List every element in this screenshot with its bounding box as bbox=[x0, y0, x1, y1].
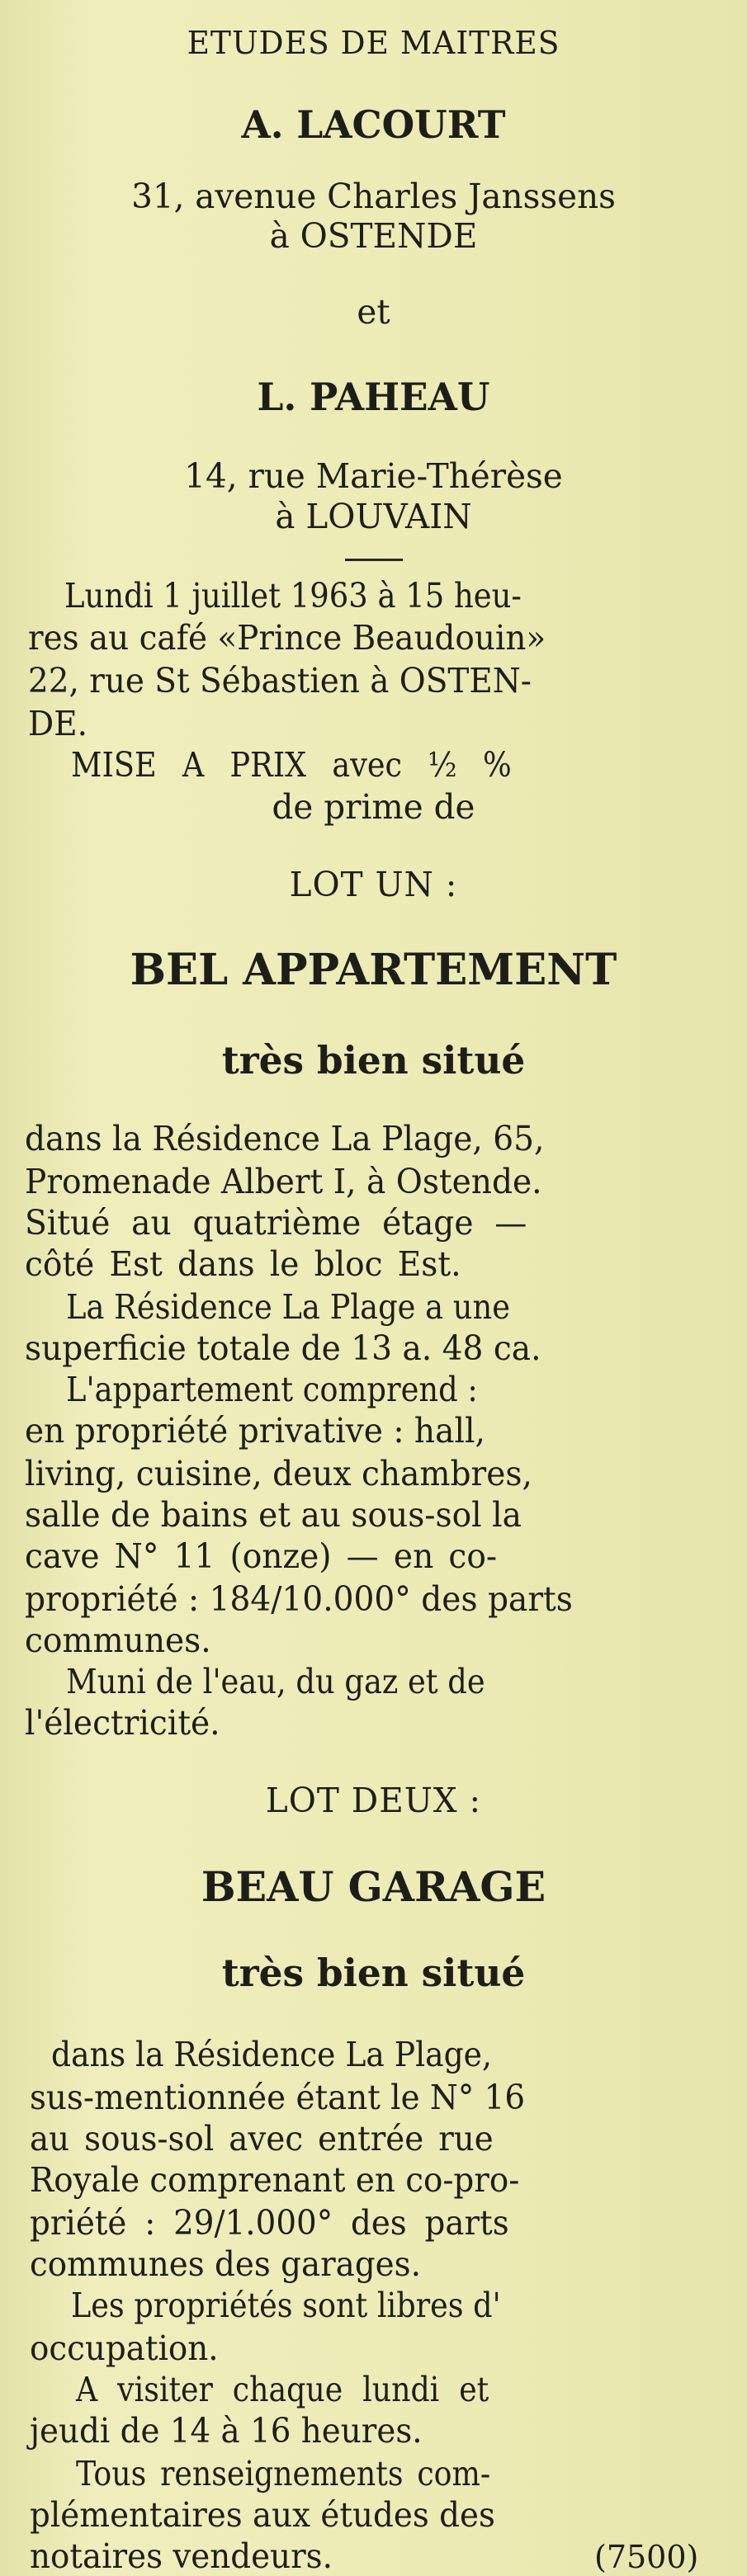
lot-text-line: communes des garages. bbox=[30, 2244, 421, 2284]
lot-heading: LOT UN : bbox=[289, 865, 458, 904]
lot-text-line: La Résidence La Plage a une bbox=[66, 1287, 511, 1327]
lot-text-line: priété : 29/1.000° des parts bbox=[30, 2203, 509, 2243]
lot-text-line: Situé au quatrième étage — bbox=[25, 1203, 527, 1243]
sale-text-line: DE. bbox=[28, 704, 87, 743]
lot-text-line: Les propriétés sont libres d' bbox=[71, 2286, 501, 2325]
lot-title: BEL APPARTEMENT bbox=[130, 945, 617, 995]
lot-text-line: Muni de l'eau, du gaz et de bbox=[66, 1662, 485, 1701]
reference-number: (7500) bbox=[594, 2539, 699, 2575]
lot-heading: LOT DEUX : bbox=[265, 1781, 482, 1820]
lot-text-line: dans la Résidence La Plage, 65, bbox=[25, 1119, 545, 1158]
lot-text-line: jeudi de 14 à 16 heures. bbox=[30, 2411, 423, 2451]
lot-text-line: dans la Résidence La Plage, bbox=[51, 2035, 492, 2074]
lot-subtitle: très bien situé bbox=[221, 1038, 526, 1083]
lot-text-line: superficie totale de 13 a. 48 ca. bbox=[25, 1328, 541, 1368]
notary-name: A. LACOURT bbox=[241, 102, 506, 147]
sale-text-line: de prime de bbox=[272, 787, 475, 827]
sale-text-line: Lundi 1 juillet 1963 à 15 heu- bbox=[64, 576, 522, 616]
sale-text-line: MISE A PRIX avec ½ % bbox=[71, 745, 512, 785]
lot-subtitle: très bien situé bbox=[221, 1951, 526, 1995]
lot-text-line: living, cuisine, deux chambres, bbox=[25, 1454, 532, 1493]
lot-text-line: Promenade Albert I, à Ostende. bbox=[25, 1162, 542, 1201]
notice-heading: ETUDES DE MAITRES bbox=[187, 25, 560, 61]
lot-title: BEAU GARAGE bbox=[201, 1862, 546, 1911]
lot-text-line: notaires vendeurs. bbox=[30, 2536, 333, 2576]
divider-rule bbox=[345, 559, 403, 561]
lot-text-line: communes. bbox=[25, 1621, 211, 1660]
lot-text-line: l'électricité. bbox=[25, 1703, 220, 1743]
lot-text-line: salle de bains et au sous-sol la bbox=[25, 1495, 522, 1535]
conjunction-text: et bbox=[357, 292, 390, 332]
lot-text-line: sus-mentionnée étant le N° 16 bbox=[30, 2078, 526, 2117]
lot-text-line: côté Est dans le bloc Est. bbox=[25, 1244, 461, 1284]
sale-text-line: res au café «Prince Beaudouin» bbox=[28, 618, 546, 658]
lot-text-line: L'appartement comprend : bbox=[66, 1370, 478, 1409]
notary-name: L. PAHEAU bbox=[257, 375, 490, 419]
lot-text-line: en propriété privative : hall, bbox=[25, 1411, 485, 1451]
lot-text-line: occupation. bbox=[30, 2328, 219, 2368]
notary-address-city: à LOUVAIN bbox=[275, 497, 472, 536]
notary-address-line: 14, rue Marie-Thérèse bbox=[184, 456, 563, 496]
lot-text-line: propriété : 184/10.000° des parts bbox=[25, 1579, 573, 1619]
lot-text-line: Tous renseignements com- bbox=[76, 2454, 491, 2493]
lot-text-line: A visiter chaque lundi et bbox=[76, 2370, 489, 2409]
notary-address-city: à OSTENDE bbox=[269, 216, 478, 256]
notary-address-line: 31, avenue Charles Janssens bbox=[131, 177, 616, 216]
lot-text-line: Royale comprenant en co-pro- bbox=[30, 2160, 520, 2200]
lot-text-line: au sous-sol avec entrée rue bbox=[30, 2119, 494, 2158]
sale-text-line: 22, rue St Sébastien à OSTEN- bbox=[28, 661, 532, 701]
lot-text-line: cave N° 11 (onze) — en co- bbox=[25, 1536, 498, 1576]
lot-text-line: plémentaires aux études des bbox=[30, 2495, 495, 2535]
